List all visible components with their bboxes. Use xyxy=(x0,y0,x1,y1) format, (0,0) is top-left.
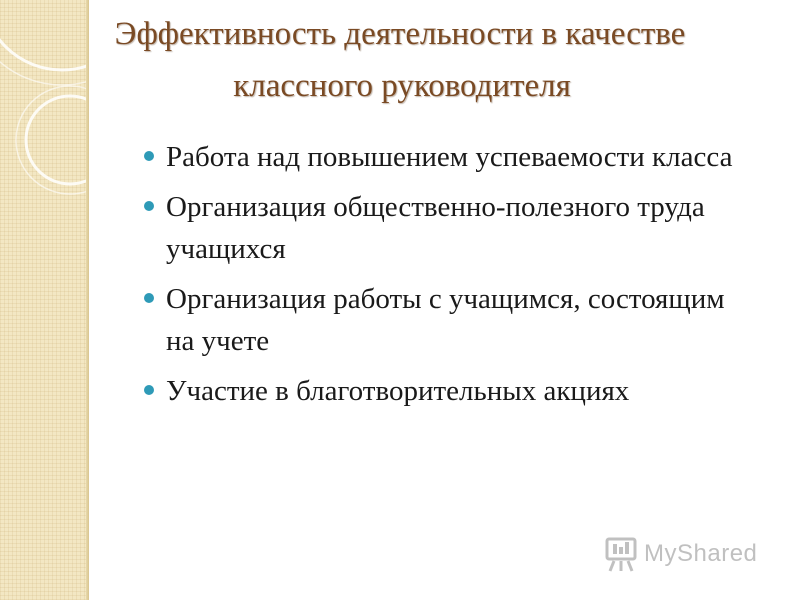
bullet-text: Организация работы с учащимся, состоящим на учете xyxy=(166,283,725,357)
bullet-item xyxy=(140,370,760,412)
slide-title-line2: классного руководителя xyxy=(233,68,571,104)
watermark-text: MyShared xyxy=(644,540,758,567)
slide-title xyxy=(0,8,800,112)
bullet-dot-icon xyxy=(144,151,154,161)
bullet-text: Участие в благотворительных акциях xyxy=(166,375,630,407)
bullet-dot-icon xyxy=(144,293,154,303)
bullet-text: Организация общественно-полезного труда учащихся xyxy=(166,191,705,265)
bullet-dot-icon xyxy=(144,385,154,395)
presentation-board-icon xyxy=(604,535,638,573)
bullet-dot-icon xyxy=(144,201,154,211)
bullet-text: Работа над повышением успеваемости класса xyxy=(166,141,733,173)
slide-title-line1: Эффективность деятельности в качестве xyxy=(114,16,686,52)
bullet-item xyxy=(140,136,760,178)
bullet-item xyxy=(140,278,760,362)
watermark-logo xyxy=(604,534,757,574)
bullet-item xyxy=(140,186,760,270)
bullet-list xyxy=(140,136,760,420)
